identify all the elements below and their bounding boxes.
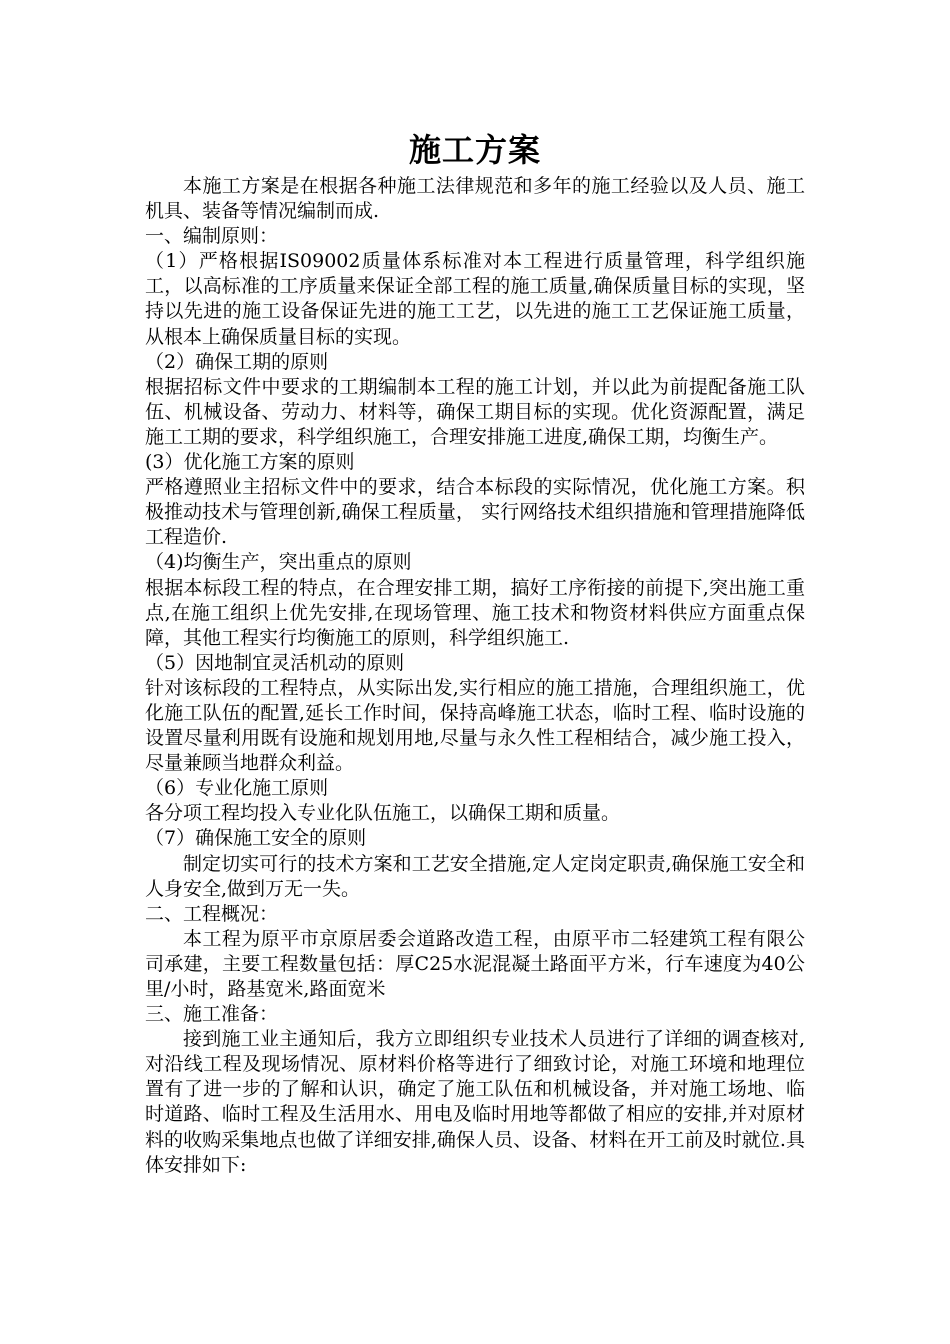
- principle-5-paragraph: 针对该标段的工程特点，从实际出发,实行相应的施工措施，合理组织施工，优化施工队伍的配置,延长工作时间，保持高峰施工状态，临时工程、临时设施的设置尽量利用既有设施和规划用地,尽量与永久性工程相结合，减少施工投入，尽量兼顾当地群众利益。: [145, 676, 805, 775]
- principle-7-heading: （7）确保施工安全的原则: [145, 827, 367, 850]
- principle-5-heading: （5）因地制宜灵活机动的原则: [145, 651, 405, 674]
- section-heading-overview: 二、工程概况：: [145, 902, 279, 925]
- intro-paragraph: 本施工方案是在根据各种施工法律规范和多年的施工经验以及人员、施工机具、装备等情况编制而成.: [145, 175, 805, 223]
- preparation-paragraph: 接到施工业主通知后，我方立即组织专业技术人员进行了详细的调查核对,对沿线工程及现场情况、原材料价格等进行了细致讨论，对施工环境和地理位置有了进一步的了解和认识，确定了施工队伍和机械设备，并对施工场地、临时道路、临时工程及生活用水、用电及临时用地等都做了相应的安排,并对原材料的收购采集地点也做了详细安排,确保人员、设备、材料在开工前及时就位.具体安排如下:: [145, 1028, 805, 1176]
- document-body: [145, 174, 805, 1178]
- principle-2-heading: （2）确保工期的原则: [145, 350, 329, 373]
- principle-1-paragraph: （1）严格根据IS09002质量体系标准对本工程进行质量管理，科学组织施工，以高标准的工序质量来保证全部工程的施工质量,确保质量目标的实现，坚持以先进的施工设备保证先进的施工工艺，以先进的施工工艺保证施工质量，从根本上确保质量目标的实现。: [145, 250, 805, 348]
- principle-6-heading: （6）专业化施工原则: [145, 777, 329, 800]
- overview-paragraph: 本工程为原平市京原居委会道路改造工程，由原平市二轻建筑工程有限公司承建，主要工程数量包括：厚C25水泥混凝土路面平方米，行车速度为40公里/小时，路基宽米,路面宽米: [145, 927, 805, 1000]
- principle-6-paragraph: 各分项工程均投入专业化队伍施工，以确保工期和质量。: [145, 802, 621, 825]
- principle-4-paragraph: 根据本标段工程的特点，在合理安排工期，搞好工序衔接的前提下,突出施工重点,在施工组织上优先安排,在现场管理、施工技术和物资材料供应方面重点保障，其他工程实行均衡施工的原则，科学组织施工.: [145, 576, 805, 649]
- section-heading-principles: 一、编制原则：: [145, 225, 279, 248]
- principle-2-paragraph: 根据招标文件中要求的工期编制本工程的施工计划，并以此为前提配备施工队伍、机械设备、劳动力、材料等，确保工期目标的实现。优化资源配置，满足施工工期的要求，科学组织施工，合理安排施工进度,确保工期，均衡生产。: [145, 375, 805, 448]
- principle-4-heading: （4)均衡生产，突出重点的原则: [145, 551, 412, 574]
- document-title: 施工方案: [408, 131, 541, 169]
- principle-3-paragraph: 严格遵照业主招标文件中的要求，结合本标段的实际情况，优化施工方案。积极推动技术与管理创新,确保工程质量， 实行网络技术组织措施和管理措施降低工程造价.: [145, 476, 805, 549]
- section-heading-preparation: 三、施工准备：: [145, 1003, 279, 1026]
- principle-7-paragraph: 制定切实可行的技术方案和工艺安全措施,定人定岗定职责,确保施工安全和人身安全,做到万无一失。: [145, 852, 805, 900]
- principle-3-heading: (3）优化施工方案的原则: [145, 451, 355, 474]
